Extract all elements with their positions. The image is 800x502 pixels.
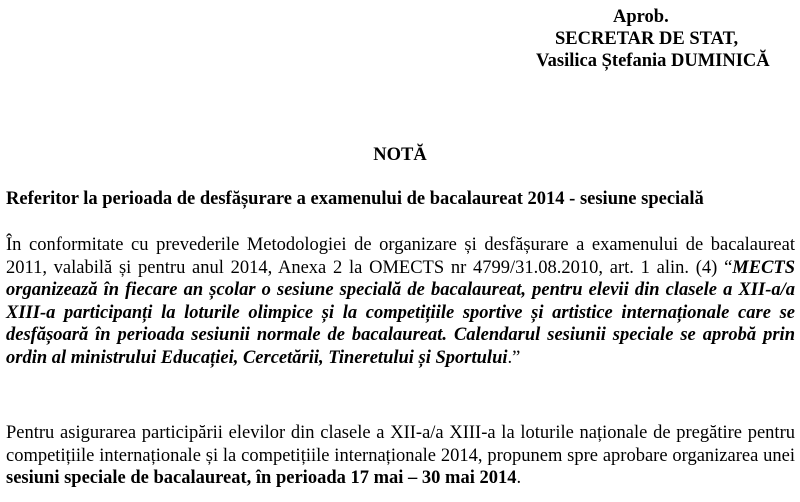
paragraph-proposal-end: . — [516, 468, 522, 488]
document-subject: Referitor la perioada de desfășurare a examenului de bacalaureat 2014 - sesiune specială — [6, 189, 704, 209]
paragraph-legal-basis-closing: .” — [507, 347, 521, 368]
paragraph-legal-basis — [6, 234, 795, 369]
approval-role: SECRETAR DE STAT, — [555, 29, 739, 49]
approval-label: Aprob. — [613, 7, 669, 27]
paragraph-proposal-intro: Pentru asigurarea participării elevilor din clasele a XII-a/a XIII-a la loturile naționale de pregătire pentru competițiile internaționale și la competițiile internaționale 2014, propunem spre aprobare organizarea unei — [6, 423, 795, 466]
paragraph-proposal — [6, 422, 795, 490]
approval-signatory: Vasilica Ștefania DUMINICĂ — [536, 51, 770, 71]
paragraph-legal-basis-quote: MECTS organizează în fiecare an școlar o sesiune specială de bacalaureat, pentru elevii din clasele a XII-a/a XIII-a participanți la loturile olimpice și la competițiile sportive și artistice internaționale care se desfășoară în perioada sesiunii normale de bacalaureat. Calendarul sesiunii speciale se aprobă prin ordin al ministrului Educației, Cercetării, Tineretului și Sportului — [6, 257, 795, 368]
paragraph-legal-basis-intro: În conformitate cu prevederile Metodologiei de organizare și desfășurare a examenului de bacalaureat 2011, valabilă și pentru anul 2014, Anexa 2 la OMECTS nr 4799/31.08.2010, art. 1 alin. (4) “ — [6, 235, 795, 278]
paragraph-proposal-period: sesiuni speciale de bacalaureat, în perioada 17 mai – 30 mai 2014 — [6, 468, 517, 488]
approval-block — [536, 6, 796, 72]
document-title: NOTĂ — [373, 145, 427, 165]
